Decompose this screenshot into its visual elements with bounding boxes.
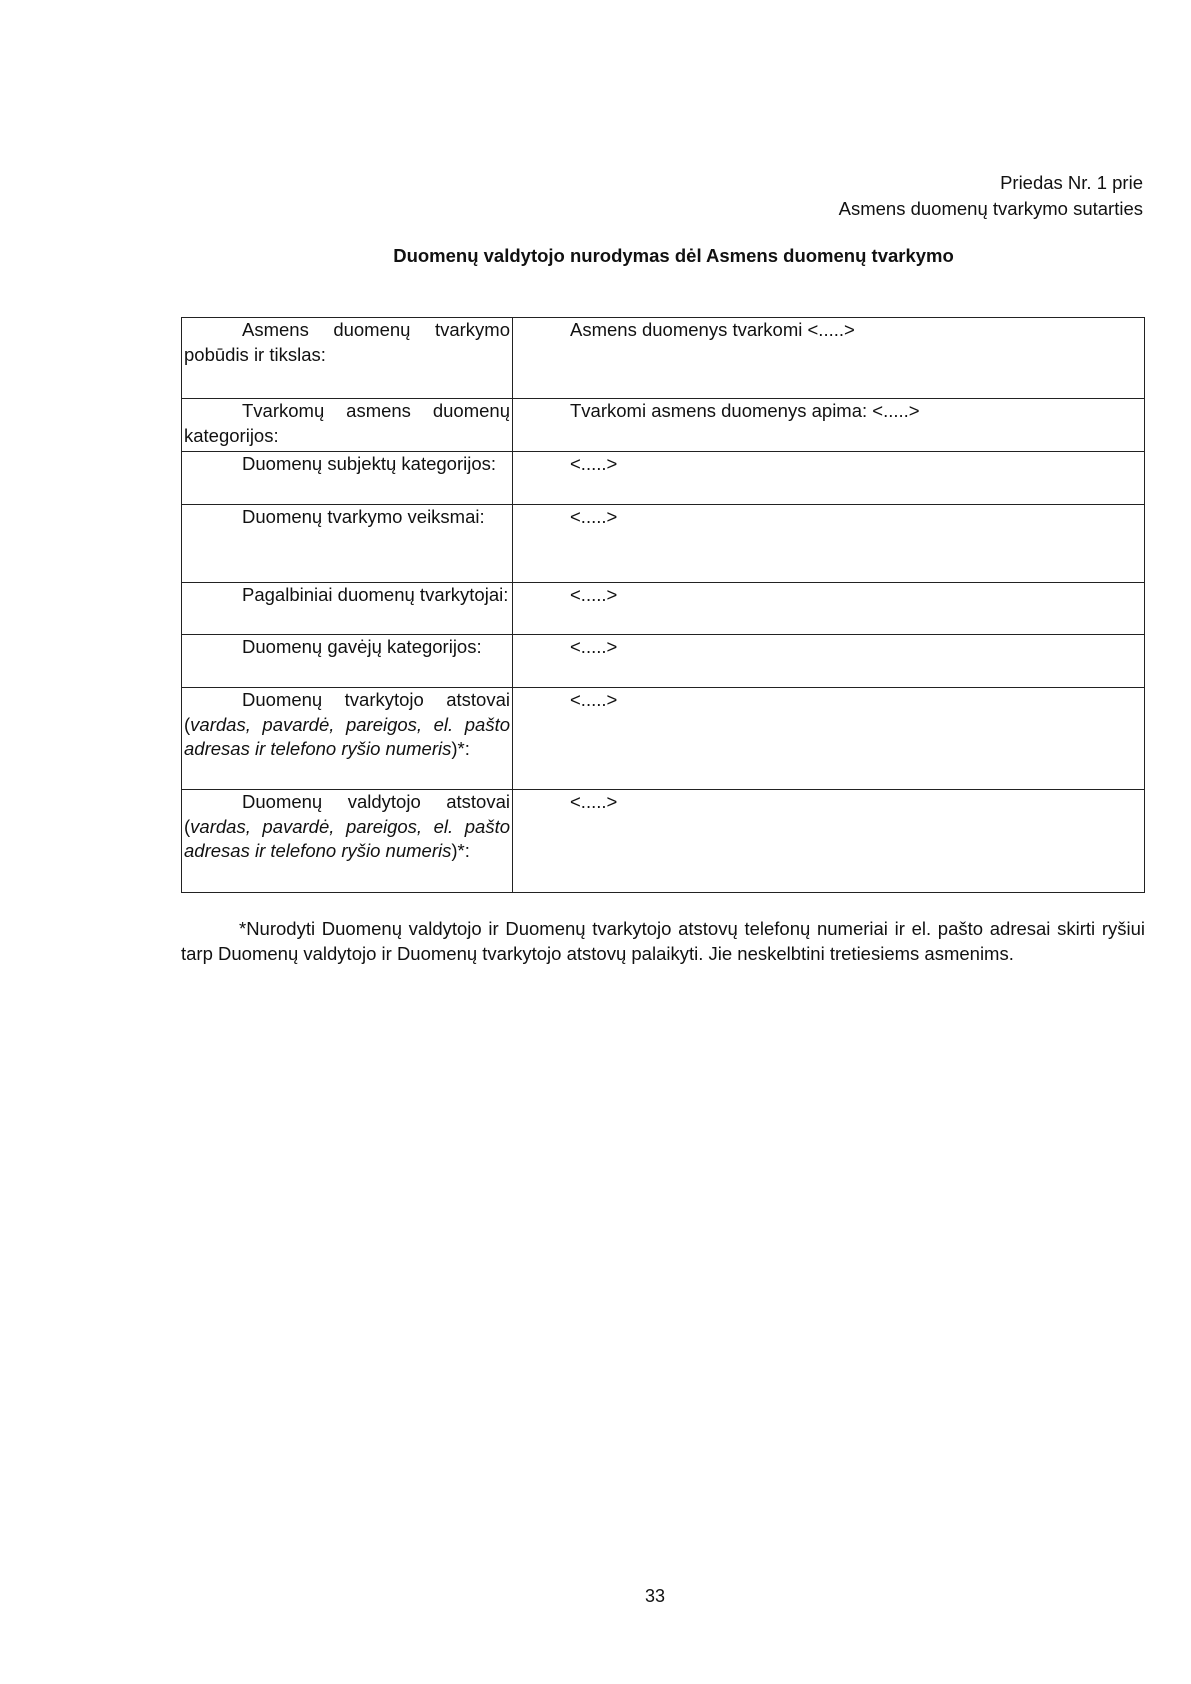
row-label-text: Duomenų tvarkytojo atstovai <box>242 689 510 710</box>
row-value: <.....> <box>513 635 1145 688</box>
row-value: <.....> <box>513 452 1145 505</box>
table-row <box>182 318 1145 399</box>
page-number: 33 <box>644 1586 666 1606</box>
table-row <box>182 635 1145 688</box>
table-row <box>182 583 1145 635</box>
table-row <box>182 399 1145 452</box>
table-row <box>182 688 1145 790</box>
table-row <box>182 452 1145 505</box>
row-label: Duomenų valdytojo atstovai (vardas, pavardė, pareigos, el. pašto adresas ir telefono ryšio numeris)*: <box>184 791 510 861</box>
row-label-italic: vardas, pavardė, pareigos, el. pašto adresas ir telefono ryšio numeris <box>184 815 510 861</box>
row-label-italic: vardas, pavardė, pareigos, el. pašto adresas ir telefono ryšio numeris <box>184 713 510 759</box>
row-label: Duomenų tvarkymo veiksmai: <box>242 506 485 527</box>
table-row <box>182 505 1145 583</box>
row-value: <.....> <box>513 790 1145 893</box>
row-label-suffix: )*: <box>451 840 470 861</box>
footnote: *Nurodyti Duomenų valdytojo ir Duomenų tvarkytojo atstovų telefonų numeriai ir el. pašto adresai skirti ryšiui tarp Duomenų valdytojo ir Duomenų tvarkytojo atstovų palaikyti. Jie neskelbtini tretiesiems asmenims. <box>181 918 1145 964</box>
table-row <box>182 790 1145 893</box>
row-value: <.....> <box>513 505 1145 583</box>
row-label-suffix: )*: <box>451 738 470 759</box>
page-title: Duomenų valdytojo nurodymas dėl Asmens duomenų tvarkymo <box>393 245 954 266</box>
row-value: <.....> <box>513 583 1145 635</box>
row-value: <.....> <box>513 688 1145 790</box>
instruction-table <box>181 317 1145 893</box>
row-label: Duomenų subjektų kategorijos: <box>242 453 497 474</box>
annex-header <box>839 170 1143 222</box>
row-label: Duomenų tvarkytojo atstovai (vardas, pavardė, pareigos, el. pašto adresas ir telefono ryšio numeris)*: <box>184 689 510 759</box>
row-value: Tvarkomi asmens duomenys apima: <.....> <box>513 399 1145 452</box>
annex-contract: Asmens duomenų tvarkymo sutarties <box>838 198 1143 219</box>
row-label: Pagalbiniai duomenų tvarkytojai: <box>242 584 509 605</box>
row-label-text: Duomenų valdytojo atstovai <box>242 791 510 812</box>
annex-number: Priedas Nr. 1 prie <box>1000 172 1143 193</box>
row-label: Duomenų gavėjų kategorijos: <box>242 636 482 657</box>
row-value: Asmens duomenys tvarkomi <.....> <box>513 318 1145 399</box>
row-label: Tvarkomų asmens duomenų kategorijos: <box>184 400 510 446</box>
row-label: Asmens duomenų tvarkymo pobūdis ir tikslas: <box>184 319 510 365</box>
